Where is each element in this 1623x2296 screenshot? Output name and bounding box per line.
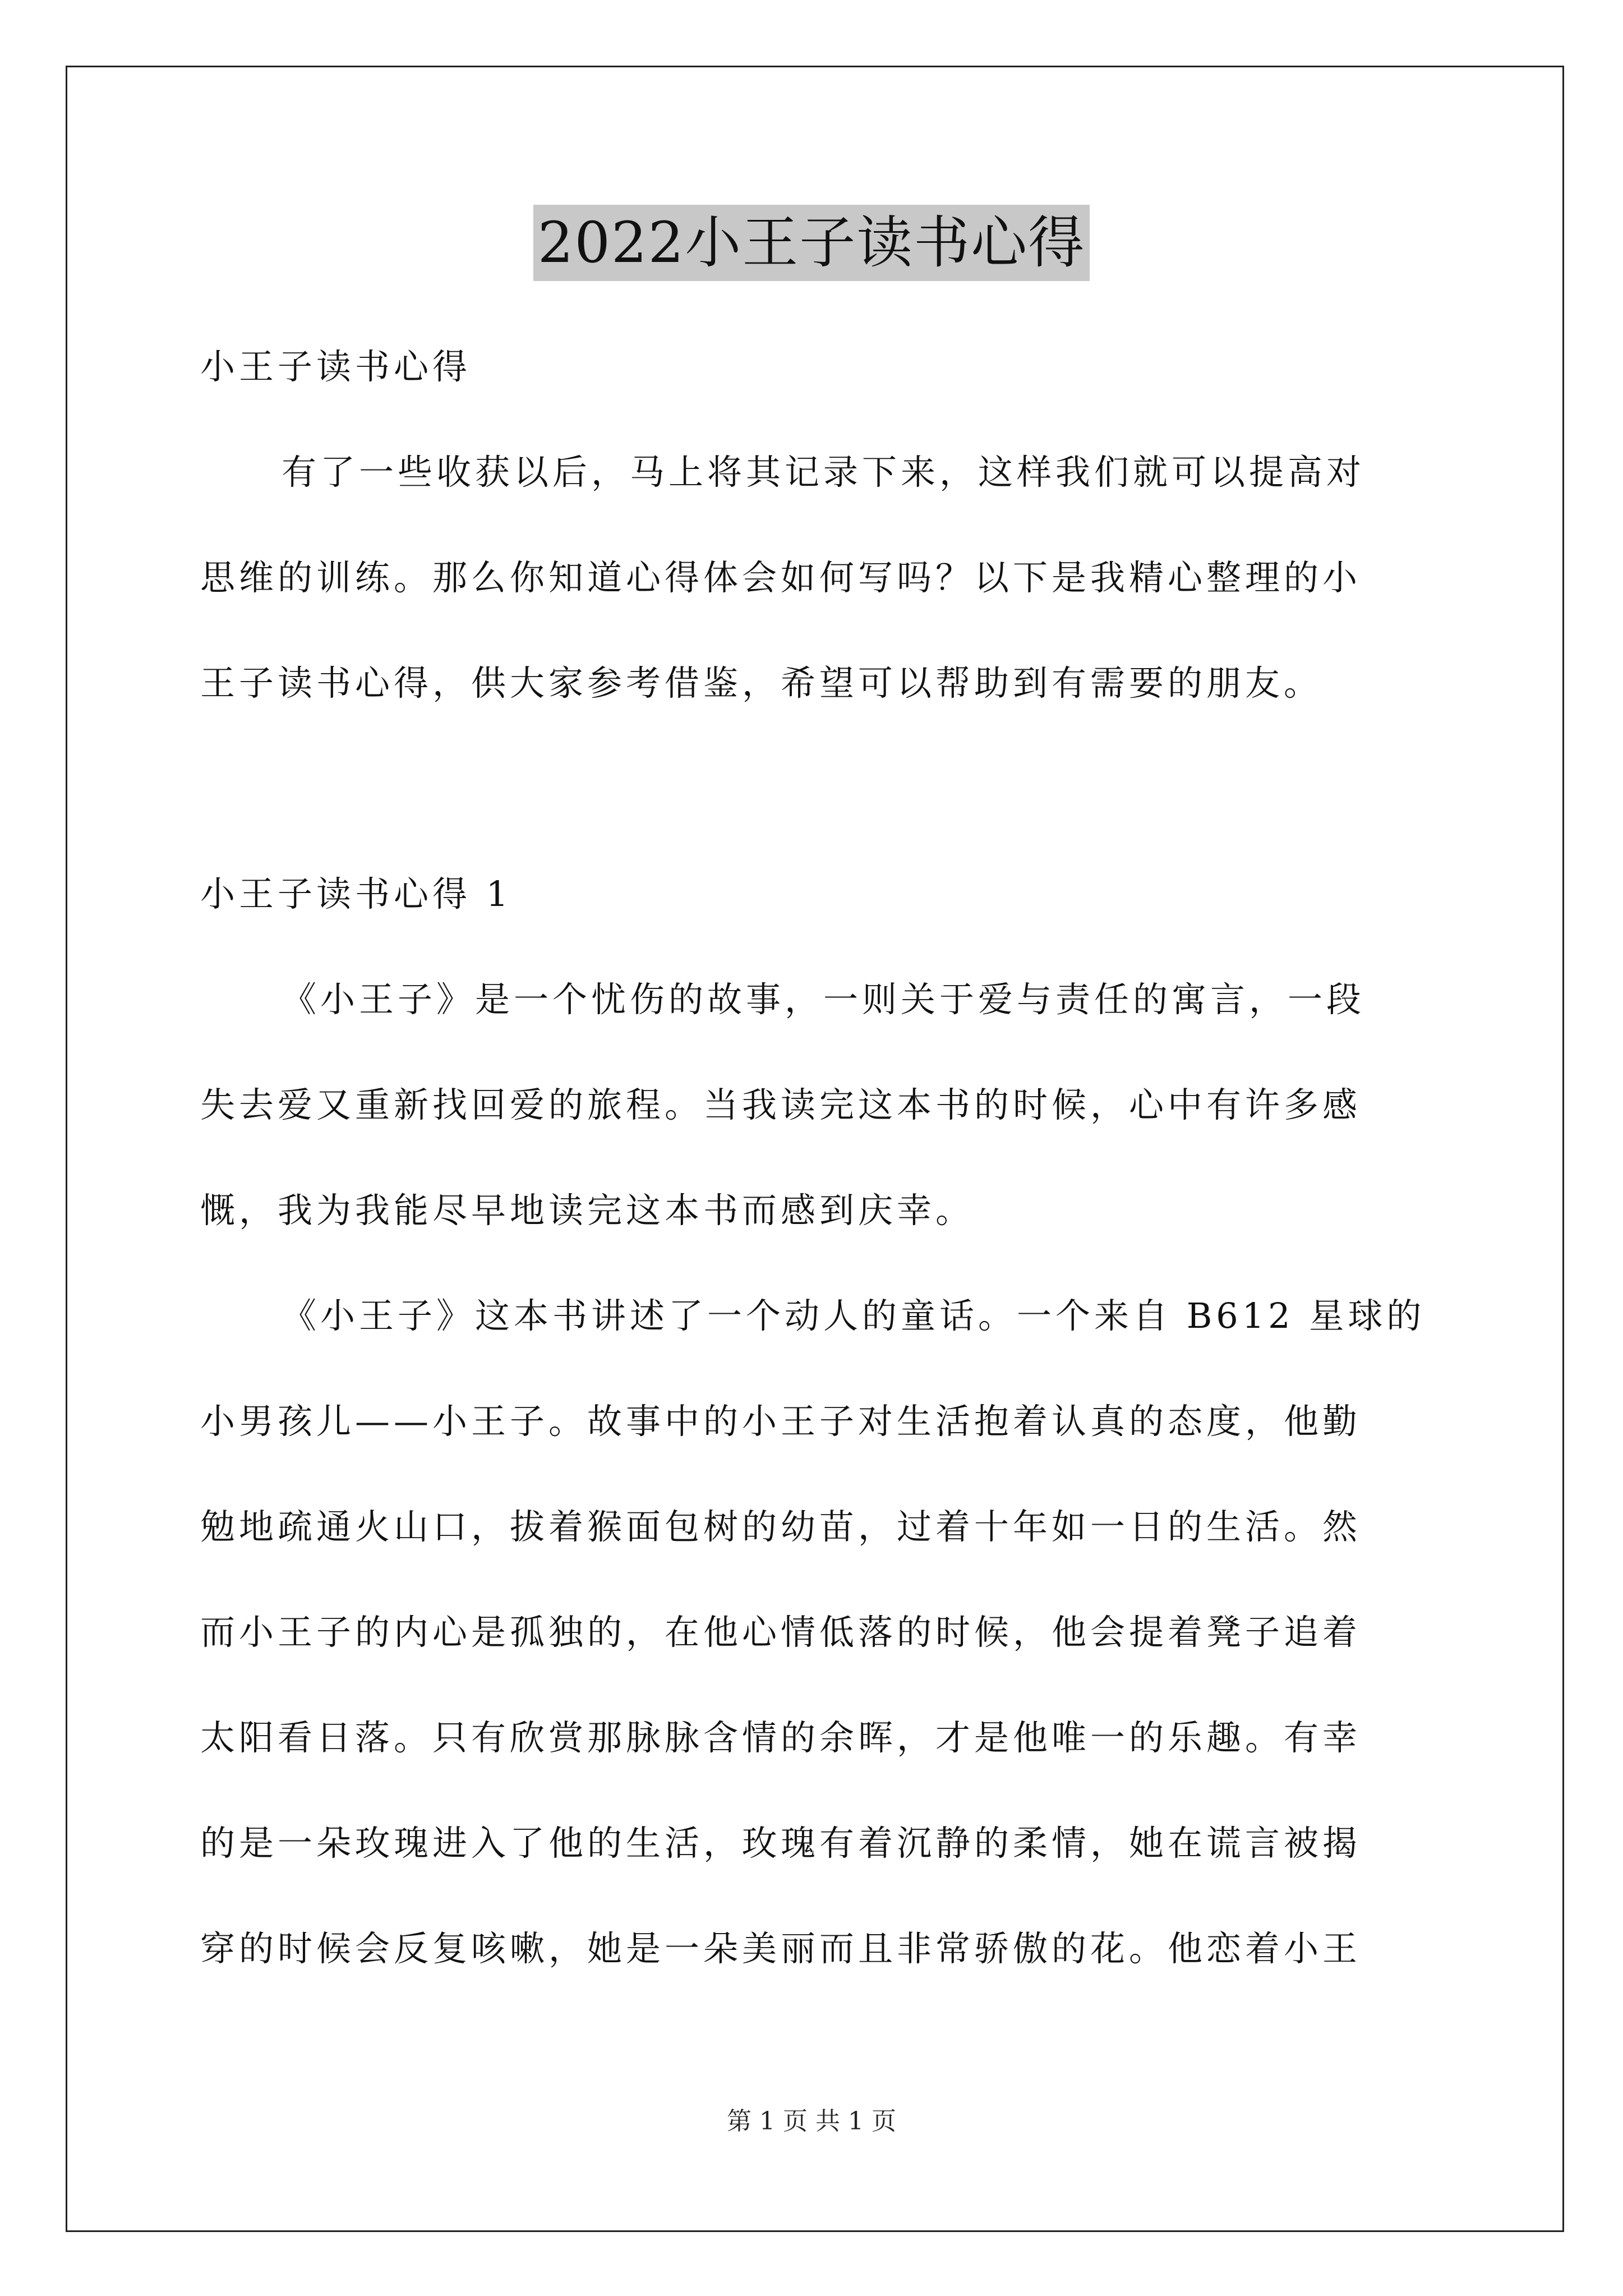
section-heading: 小王子读书心得 <box>200 346 472 387</box>
paragraph-line: 的是一朵玫瑰进入了他的生活，玫瑰有着沉静的柔情，她在谎言被揭 <box>200 1823 1362 1864</box>
section-heading: 小王子读书心得 1 <box>200 873 513 914</box>
intro-line: 思维的训练。那么你知道心得体会如何写吗？以下是我精心整理的小 <box>200 557 1362 598</box>
blank-line <box>200 736 1434 841</box>
intro-line: 有了一些收获以后，马上将其记录下来，这样我们就可以提高对 <box>282 452 1366 493</box>
paragraph-line: 失去爱又重新找回爱的旅程。当我读完这本书的时候，心中有许多感 <box>200 1084 1362 1125</box>
document-body <box>200 314 1434 2001</box>
page-footer: 第 1 页 共 1 页 <box>727 2107 896 2136</box>
title-container <box>0 205 1623 281</box>
paragraph-line: 小男孩儿——小王子。故事中的小王子对生活抱着认真的态度，他勤 <box>200 1401 1362 1442</box>
paragraph-line: 勉地疏通火山口，拔着猴面包树的幼苗，过着十年如一日的生活。然 <box>200 1506 1362 1547</box>
paragraph-line: 太阳看日落。只有欣赏那脉脉含情的余晖，才是他唯一的乐趣。有幸 <box>200 1717 1362 1758</box>
paragraph-line: 《小王子》是一个忧伤的故事，一则关于爱与责任的寓言，一段 <box>282 979 1366 1020</box>
paragraph-line: 而小王子的内心是孤独的，在他心情低落的时候，他会提着凳子追着 <box>200 1612 1362 1653</box>
paragraph-line: 穿的时候会反复咳嗽，她是一朵美丽而且非常骄傲的花。他恋着小王 <box>200 1928 1362 1969</box>
intro-line: 王子读书心得，供大家参考借鉴，希望可以帮助到有需要的朋友。 <box>200 662 1323 703</box>
document-title: 2022小王子读书心得 <box>533 205 1090 281</box>
paragraph-line: 《小王子》这本书讲述了一个动人的童话。一个来自 B612 星球的 <box>282 1295 1426 1336</box>
paragraph-line: 慨，我为我能尽早地读完这本书而感到庆幸。 <box>200 1190 975 1231</box>
